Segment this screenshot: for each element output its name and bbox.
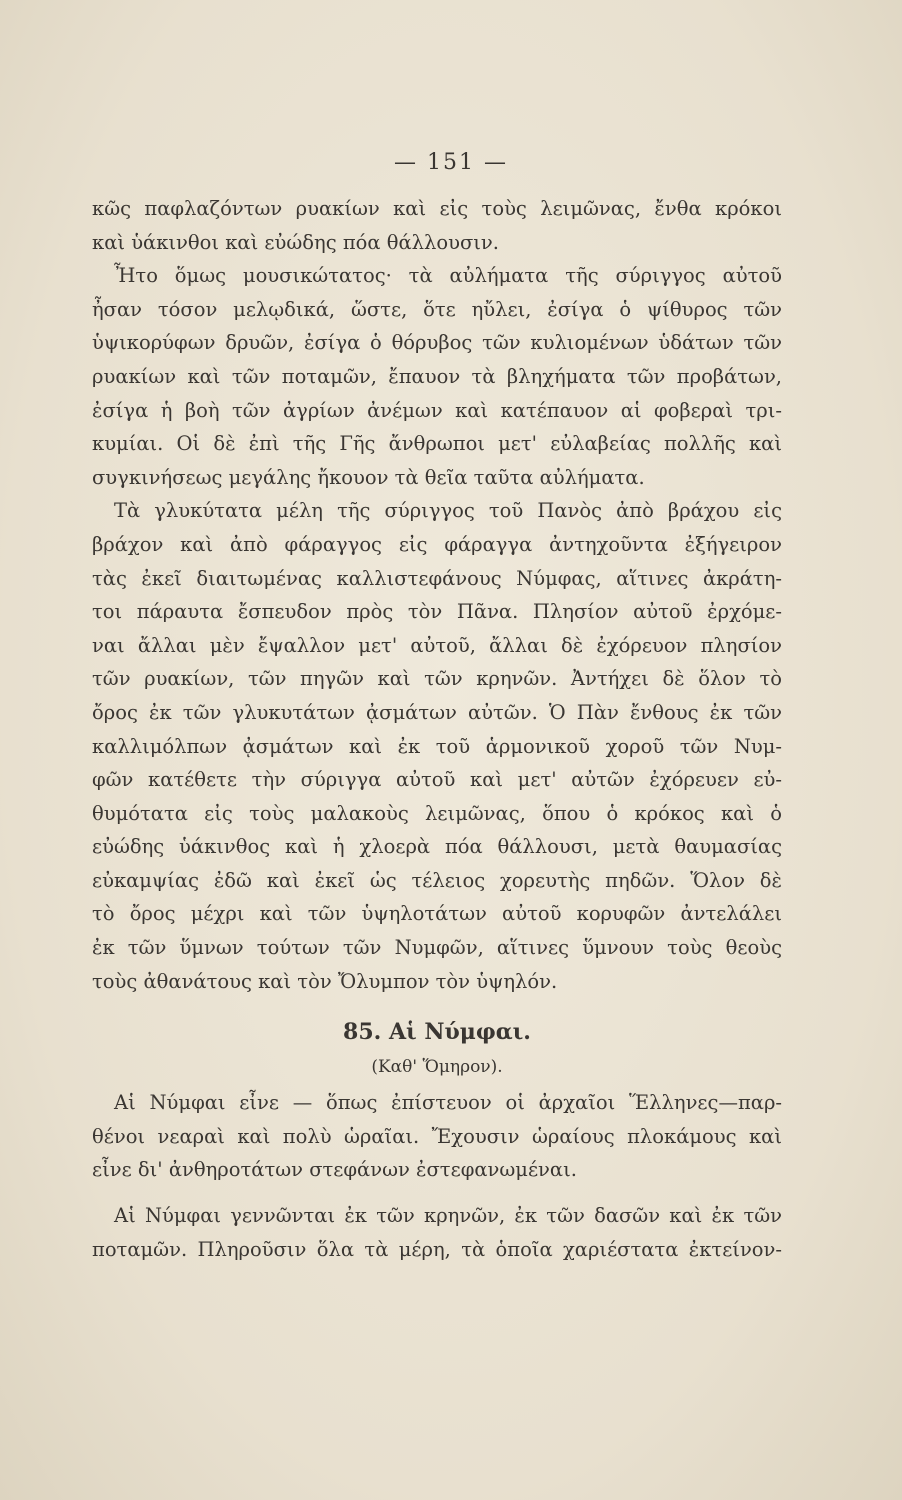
text-line: εὐώδης ὑάκινθος καὶ ἡ χλοερὰ πόα θάλλουσι, μετὰ θαυμασίας [92,835,782,859]
paragraph-5 [92,1199,782,1266]
text-line: ὄρος ἐκ τῶν γλυκυτάτων ᾀσμάτων αὐτῶν. Ὁ Πὰν ἔνθους ἐκ τῶν [92,700,782,724]
text-line: Ἦτο ὅμως μουσικώτατος· τὰ αὐλήματα τῆς σύριγγος αὐτοῦ [114,264,782,288]
text-line: κῶς παφλαζόντων ρυακίων καὶ εἰς τοὺς λειμῶνας, ἔνθα κρόκοι [92,197,782,220]
text-line: Τὰ γλυκύτατα μέλη τῆς σύριγγος τοῦ Πανὸς ἀπὸ βράχου εἰς [114,499,782,523]
text-line: βράχον καὶ ἀπὸ φάραγγος εἰς φάραγγα ἀντηχοῦντα ἐξήγειρον [92,532,782,556]
text-line: τῶν ρυακίων, τῶν πηγῶν καὶ τῶν κρηνῶν. Ἀντήχει δὲ ὅλον τὸ [92,667,782,691]
page-number: — 151 — [394,150,508,175]
text-line: θυμότατα εἰς τοὺς μαλακοὺς λειμῶνας, ὅπου ὁ κρόκος καὶ ὁ [92,801,782,825]
paragraph-3 [92,494,782,998]
text-line: ἐσίγα ἡ βοὴ τῶν ἀγρίων ἀνέμων καὶ κατέπαυον αἱ φοβεραὶ τρι- [92,398,782,422]
paragraph-2 [92,259,782,494]
text-line: ὑψικορύφων δρυῶν, ἐσίγα ὁ θόρυβος τῶν κυλιομένων ὑδάτων τῶν [92,331,782,355]
text-line: τὰς ἐκεῖ διαιτωμένας καλλιστεφάνους Νύμφας, αἵτινες ἀκράτη- [92,566,782,590]
page-text [92,192,782,1266]
text-line: καὶ ὑάκινθοι καὶ εὐώδης πόα θάλλουσιν. [92,230,499,254]
text-line: ρυακίων καὶ τῶν ποταμῶν, ἔπαυον τὰ βληχήματα τῶν προβάτων, [92,364,782,388]
text-line: ναι ἄλλαι μὲν ἔψαλλον μετ' αὐτοῦ, ἄλλαι δὲ ἐχόρευον πλησίον [92,633,782,657]
text-line: τοὺς ἀθανάτους καὶ τὸν Ὄλυμπον τὸν ὑψηλόν. [92,969,558,993]
section-heading: 85. Αἱ Νύμφαι. [343,1019,531,1046]
text-line: καλλιμόλπων ᾀσμάτων καὶ ἐκ τοῦ ἁρμονικοῦ χοροῦ τῶν Νυμ- [92,734,782,758]
text-line: ἦσαν τόσον μελῳδικά, ὥστε, ὅτε ηὔλει, ἐσίγα ὁ ψίθυρος τῶν [92,297,782,321]
paragraph-4 [92,1086,782,1187]
text-line: τὸ ὄρος μέχρι καὶ τῶν ὑψηλοτάτων αὐτοῦ κορυφῶν ἀντελάλει [92,902,782,926]
text-line: ἐκ τῶν ὕμνων τούτων τῶν Νυμφῶν, αἵτινες ὕμνουν τοὺς θεοὺς [92,936,782,960]
text-line: Αἱ Νύμφαι εἶνε — ὅπως ἐπίστευον οἱ ἀρχαῖοι Ἕλληνες—παρ- [114,1091,782,1115]
text-line: Αἱ Νύμφαι γεννῶνται ἐκ τῶν κρηνῶν, ἐκ τῶν δασῶν καὶ ἐκ τῶν [114,1204,782,1228]
paragraph-1 [92,192,782,259]
section-subtitle: (Καθ' Ὅμηρον). [371,1057,503,1078]
text-line: θένοι νεαραὶ καὶ πολὺ ὡραῖαι. Ἔχουσιν ὡραίους πλοκάμους καὶ [92,1124,782,1148]
text-line: τοι πάραυτα ἔσπευδον πρὸς τὸν Πᾶνα. Πλησίον αὐτοῦ ἐρχόμε- [92,600,782,624]
text-line: εὐκαμψίας ἐδῶ καὶ ἐκεῖ ὡς τέλειος χορευτὴς πηδῶν. Ὅλον δὲ [92,868,782,892]
text-line: κυμίαι. Οἱ δὲ ἐπὶ τῆς Γῆς ἄνθρωποι μετ' εὐλαβείας πολλῆς καὶ [92,432,782,456]
text-line: ποταμῶν. Πληροῦσιν ὅλα τὰ μέρη, τὰ ὁποῖα χαριέστατα ἐκτείνον- [92,1237,782,1261]
text-line: συγκινήσεως μεγάλης ἤκουον τὰ θεῖα ταῦτα αὐλήματα. [92,465,645,489]
paragraph-gap [92,1187,782,1199]
text-line: φῶν κατέθετε τὴν σύριγγα αὐτοῦ καὶ μετ' αὐτῶν ἐχόρευεν εὐ- [92,768,782,792]
text-line: εἶνε δι' ἀνθηροτάτων στεφάνων ἐστεφανωμέναι. [92,1158,577,1182]
